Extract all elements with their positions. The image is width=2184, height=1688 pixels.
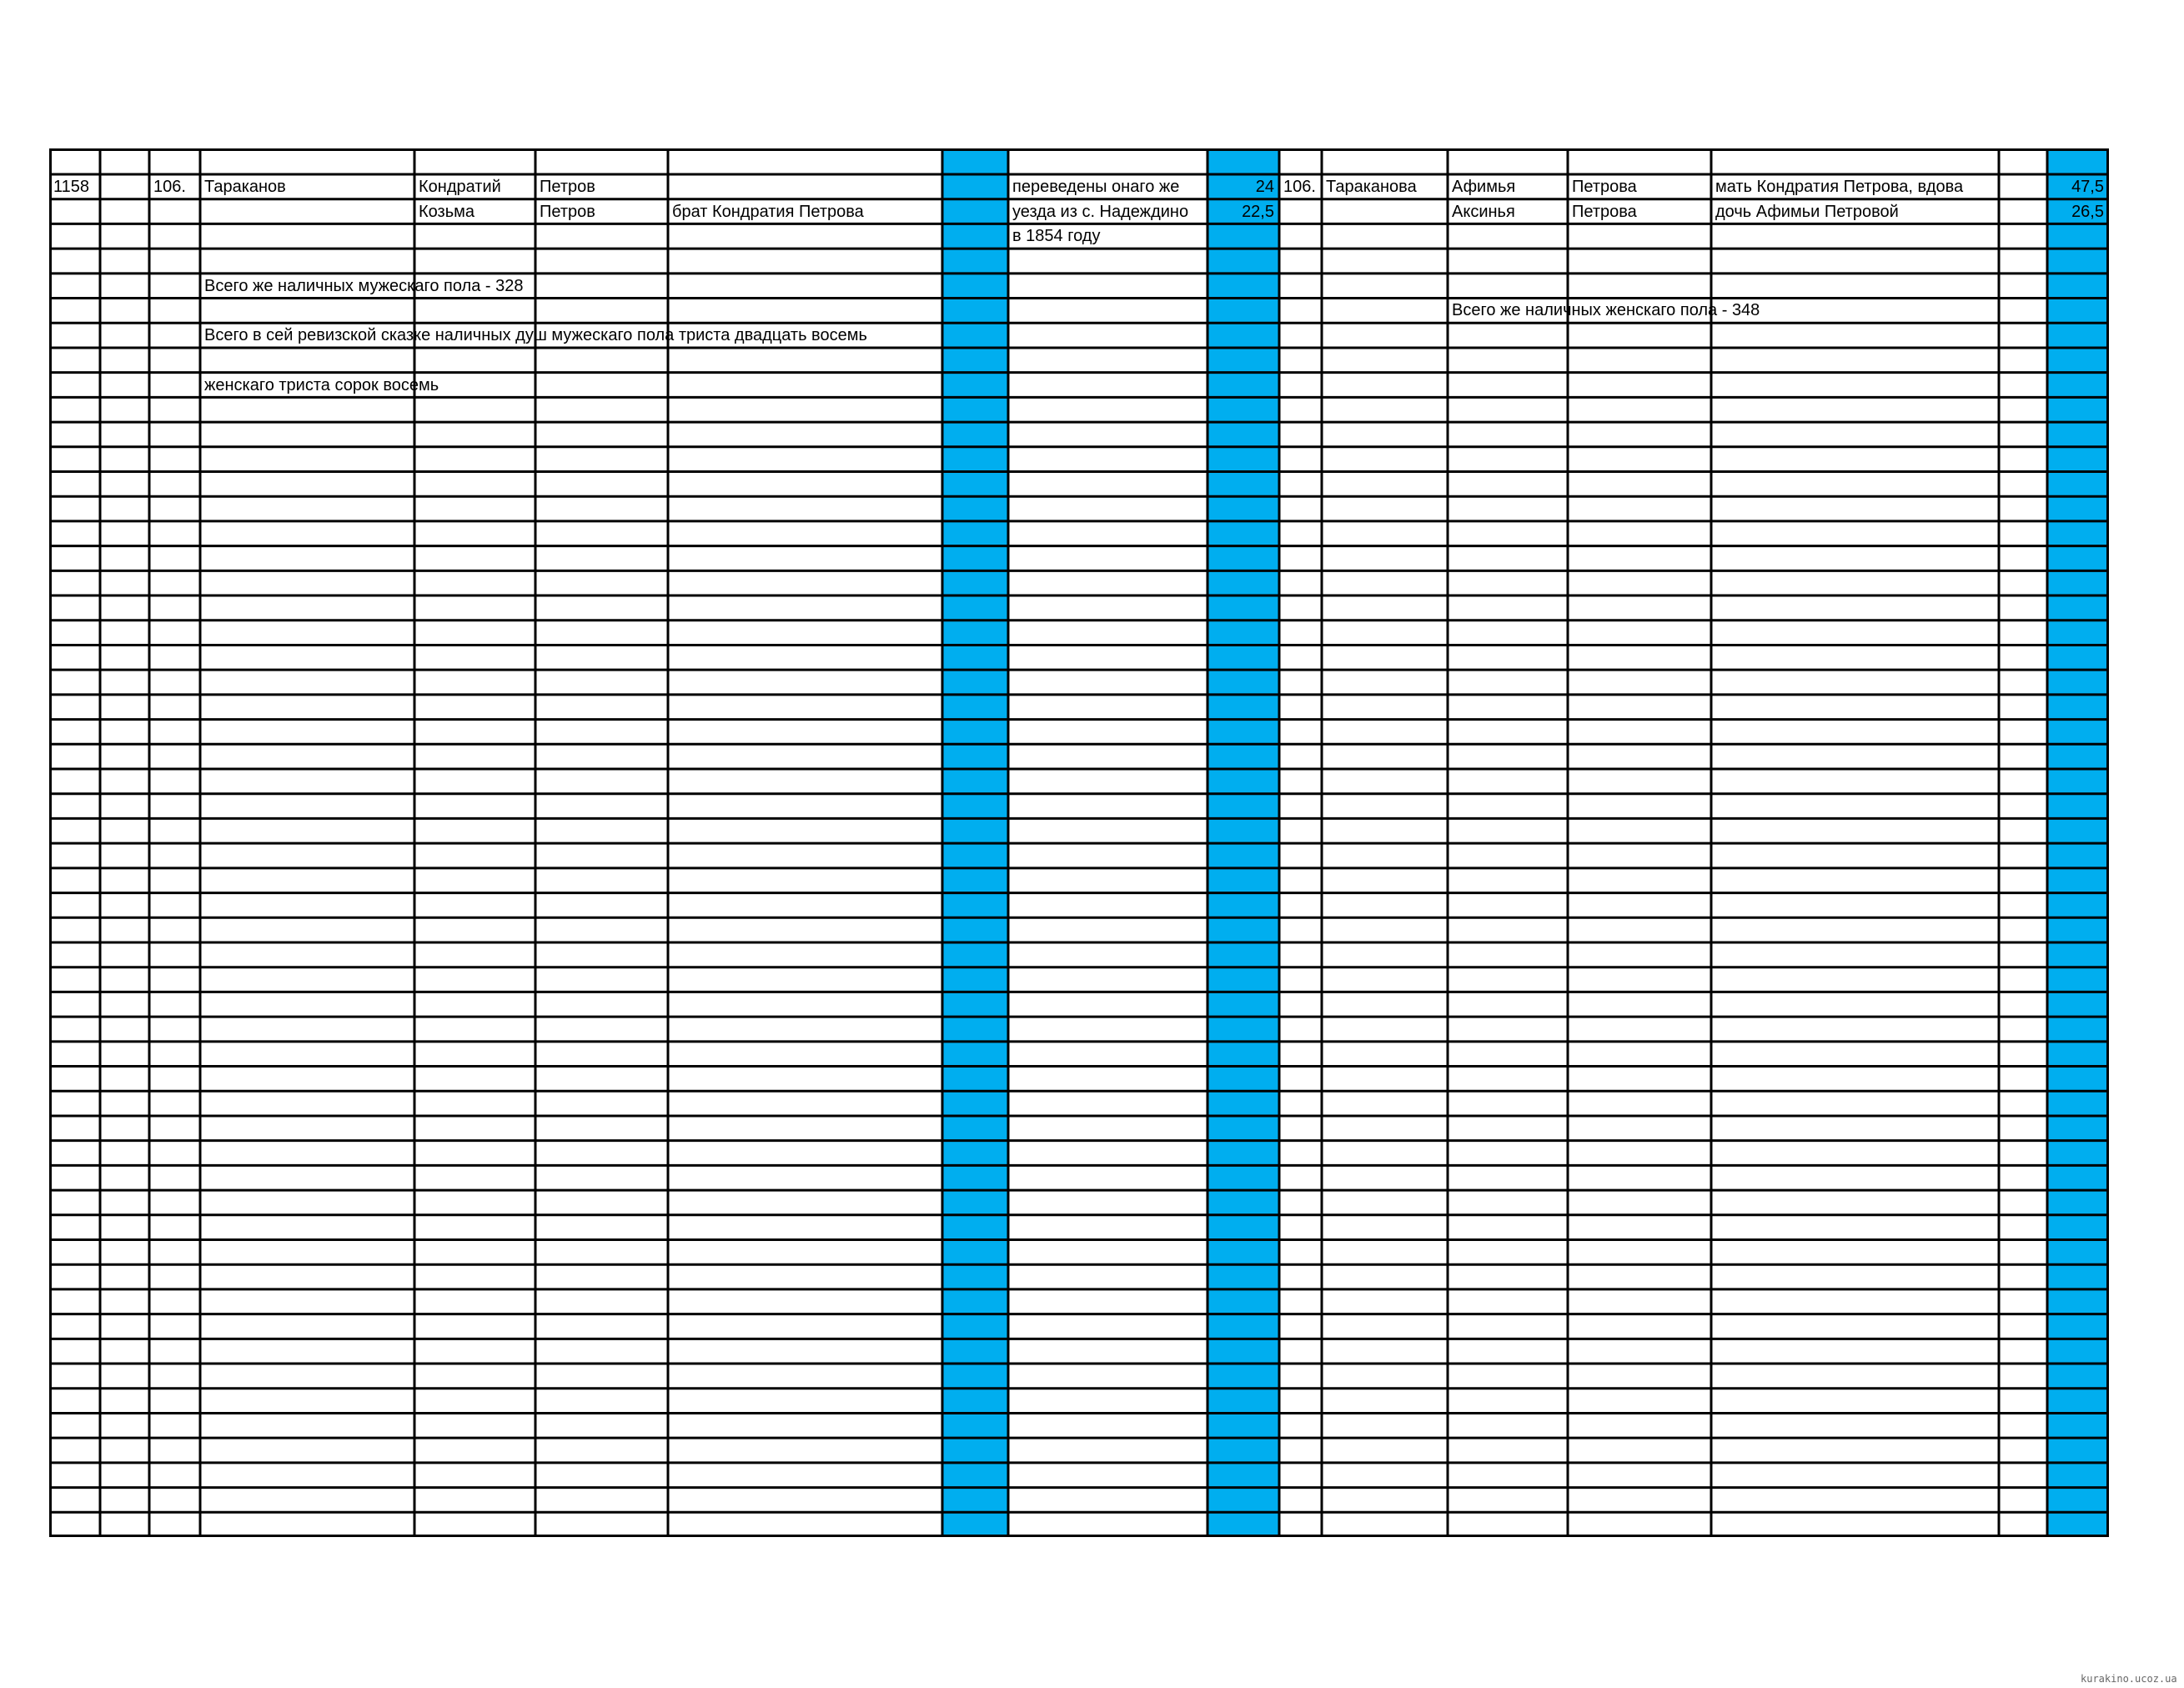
- table-cell: Петрова: [1572, 202, 1637, 221]
- table-cell: брат Кондратия Петрова: [672, 202, 864, 221]
- table-cell: переведены онаго же: [1012, 177, 1180, 196]
- table-cell: в 1854 году: [1012, 227, 1101, 246]
- table-cell: Козьма: [419, 202, 475, 221]
- table-grid: [49, 148, 2109, 1537]
- table-cell: 106.: [153, 177, 186, 196]
- table-cell: Всего в сей ревизской сказке наличных душ мужескаго пола триста двадцать восемь: [204, 326, 867, 345]
- table-cell: Петров: [540, 202, 595, 221]
- site-watermark: kurakino.ucoz.ua: [2081, 1673, 2177, 1685]
- table-cell: Афимья: [1452, 177, 1516, 196]
- table-cell: Тараканова: [1326, 177, 1417, 196]
- table-cell: 47,5: [2071, 177, 2104, 196]
- table-cell: Всего же наличных мужескаго пола - 328: [204, 276, 524, 295]
- table-cell: 26,5: [2071, 202, 2104, 221]
- table-cell: Тараканов: [204, 177, 286, 196]
- table-cell: Петров: [540, 177, 595, 196]
- revision-tale-sheet: [49, 148, 2109, 1537]
- table-cell: 24: [1255, 177, 1274, 196]
- table-cell: уезда из с. Надеждино: [1012, 202, 1189, 221]
- table-cell: 22,5: [1242, 202, 1274, 221]
- table-cell: дочь Афимьи Петровой: [1715, 202, 1899, 221]
- table-cell: 106.: [1283, 177, 1316, 196]
- table-cell: мать Кондратия Петрова, вдова: [1715, 177, 1964, 196]
- table-cell: Аксинья: [1452, 202, 1515, 221]
- table-cell: Петрова: [1572, 177, 1637, 196]
- table-cell: женскаго триста сорок восемь: [204, 375, 439, 394]
- table-cell: Всего же наличных женскаго пола - 348: [1452, 301, 1760, 320]
- table-cell: Кондратий: [419, 177, 501, 196]
- table-cell: 1158: [53, 177, 90, 196]
